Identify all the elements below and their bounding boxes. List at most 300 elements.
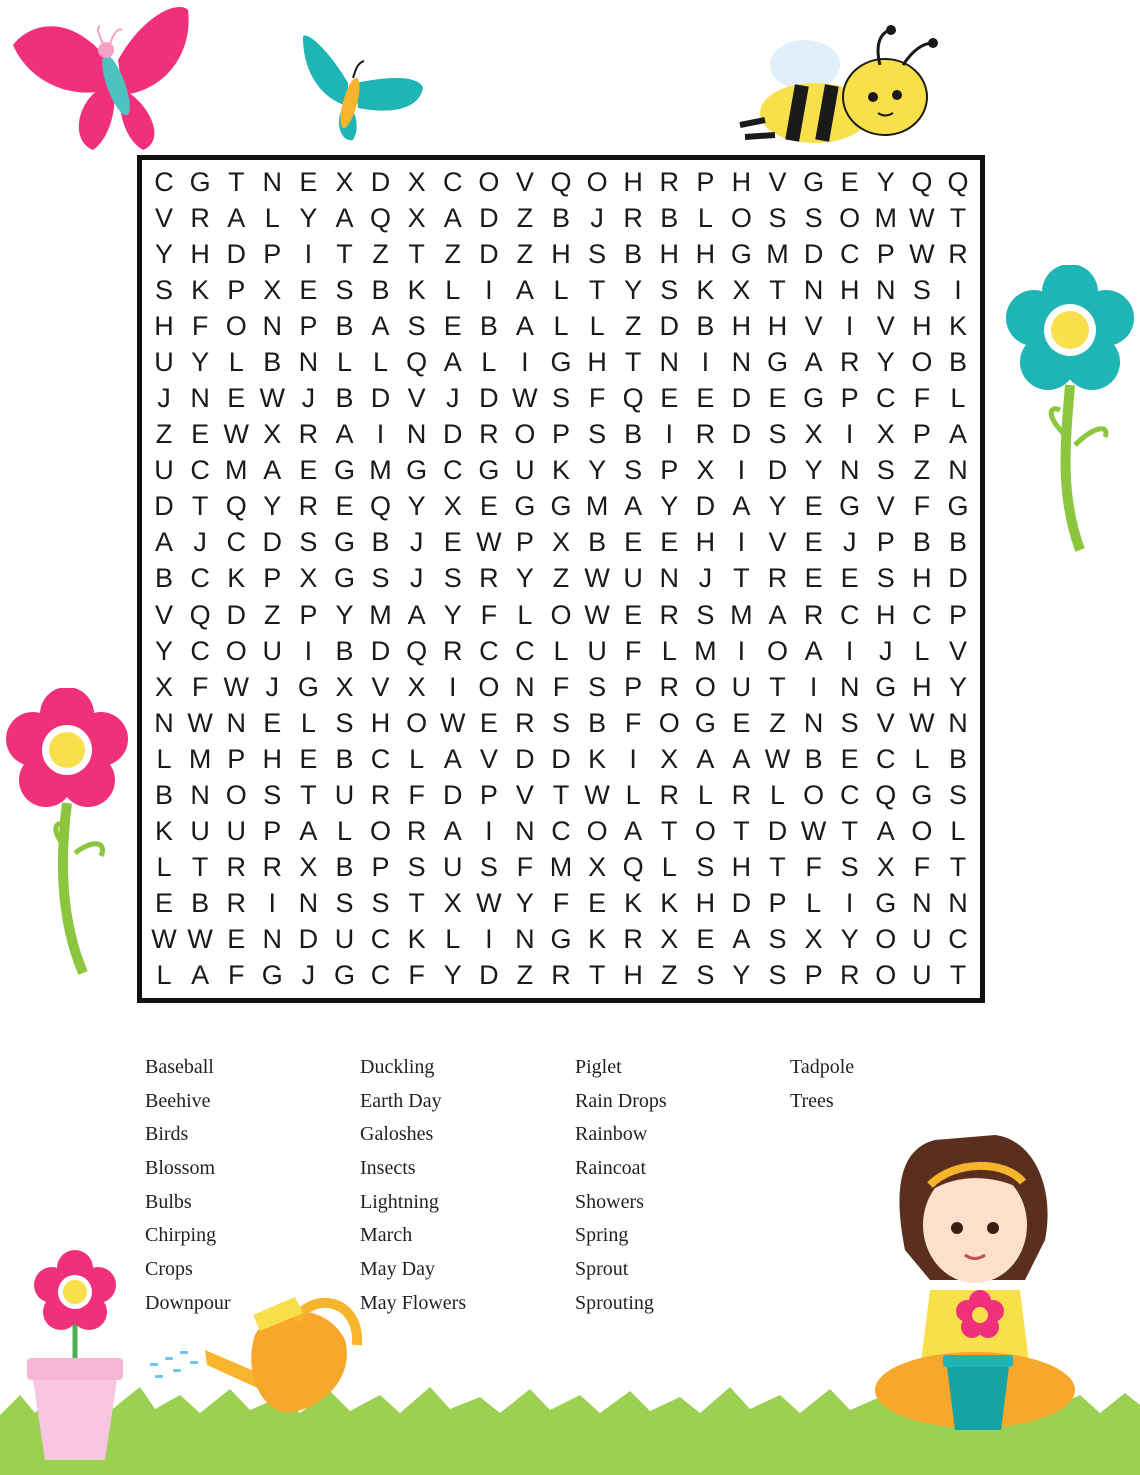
grid-cell[interactable]: D <box>442 780 463 811</box>
grid-cell[interactable]: D <box>479 960 499 991</box>
grid-cell[interactable]: E <box>299 274 318 305</box>
grid-cell[interactable]: O <box>911 816 933 847</box>
grid-cell[interactable]: I <box>845 888 854 919</box>
grid-cell[interactable]: E <box>840 166 859 197</box>
grid-cell[interactable]: X <box>660 743 679 774</box>
grid-cell[interactable]: H <box>190 238 210 269</box>
grid-cell[interactable]: S <box>263 780 282 811</box>
grid-cell[interactable]: W <box>584 599 610 630</box>
grid-cell[interactable]: A <box>515 274 534 305</box>
grid-cell[interactable]: E <box>479 491 498 522</box>
grid-cell[interactable]: L <box>445 924 461 955</box>
grid-cell[interactable]: R <box>226 888 246 919</box>
grid-cell[interactable]: F <box>480 599 498 630</box>
grid-cell[interactable]: X <box>443 491 462 522</box>
grid-cell[interactable]: B <box>588 707 607 738</box>
grid-cell[interactable]: V <box>515 166 534 197</box>
grid-cell[interactable]: V <box>876 491 895 522</box>
grid-cell[interactable]: G <box>947 491 969 522</box>
grid-cell[interactable]: W <box>223 419 249 450</box>
grid-cell[interactable]: P <box>515 527 534 558</box>
grid-cell[interactable]: T <box>588 960 606 991</box>
grid-cell[interactable]: X <box>732 274 751 305</box>
grid-cell[interactable]: T <box>408 238 425 269</box>
grid-cell[interactable]: G <box>189 166 211 197</box>
grid-cell[interactable]: C <box>370 743 391 774</box>
grid-cell[interactable]: X <box>443 888 462 919</box>
grid-cell[interactable]: S <box>696 960 715 991</box>
grid-cell[interactable]: S <box>443 563 462 594</box>
grid-cell[interactable]: J <box>590 202 604 233</box>
grid-cell[interactable]: T <box>949 202 967 233</box>
grid-cell[interactable]: P <box>227 274 246 305</box>
grid-cell[interactable]: U <box>334 924 355 955</box>
grid-cell[interactable]: L <box>950 816 966 847</box>
grid-cell[interactable]: K <box>948 310 967 341</box>
grid-cell[interactable]: U <box>587 635 607 666</box>
grid-cell[interactable]: D <box>370 635 391 666</box>
grid-cell[interactable]: R <box>226 852 246 883</box>
grid-cell[interactable]: Y <box>732 960 751 991</box>
grid-cell[interactable]: K <box>624 888 643 919</box>
grid-cell[interactable]: P <box>299 310 318 341</box>
grid-cell[interactable]: A <box>732 491 751 522</box>
grid-cell[interactable]: D <box>226 238 246 269</box>
grid-cell[interactable]: N <box>262 924 283 955</box>
grid-cell[interactable]: X <box>299 563 318 594</box>
grid-cell[interactable]: D <box>370 166 391 197</box>
grid-cell[interactable]: V <box>876 707 895 738</box>
grid-cell[interactable]: K <box>588 743 607 774</box>
grid-cell[interactable]: N <box>803 707 824 738</box>
grid-cell[interactable]: I <box>737 635 746 666</box>
grid-cell[interactable]: Y <box>155 635 174 666</box>
grid-cell[interactable]: P <box>263 238 282 269</box>
grid-cell[interactable]: S <box>588 419 607 450</box>
grid-cell[interactable]: A <box>335 419 354 450</box>
grid-cell[interactable]: Y <box>299 202 318 233</box>
grid-cell[interactable]: D <box>731 419 752 450</box>
grid-cell[interactable]: R <box>731 780 752 811</box>
grid-cell[interactable]: O <box>514 419 536 450</box>
grid-cell[interactable]: V <box>804 310 823 341</box>
grid-cell[interactable]: V <box>768 166 787 197</box>
grid-cell[interactable]: X <box>551 527 570 558</box>
grid-cell[interactable]: L <box>336 816 352 847</box>
grid-cell[interactable]: N <box>659 346 679 377</box>
grid-cell[interactable]: M <box>766 238 789 269</box>
grid-cell[interactable]: N <box>876 274 896 305</box>
grid-cell[interactable]: N <box>948 455 968 486</box>
grid-cell[interactable]: C <box>442 455 463 486</box>
grid-cell[interactable]: G <box>478 455 500 486</box>
grid-cell[interactable]: W <box>512 383 538 414</box>
grid-cell[interactable]: V <box>155 202 174 233</box>
grid-cell[interactable]: B <box>912 527 931 558</box>
grid-cell[interactable]: S <box>660 274 679 305</box>
grid-cell[interactable]: L <box>553 274 569 305</box>
grid-cell[interactable]: F <box>408 960 425 991</box>
grid-cell[interactable]: O <box>658 707 680 738</box>
grid-cell[interactable]: E <box>443 310 462 341</box>
grid-cell[interactable]: Y <box>660 491 679 522</box>
grid-cell[interactable]: S <box>371 563 390 594</box>
grid-cell[interactable]: G <box>730 238 752 269</box>
grid-cell[interactable]: R <box>551 960 571 991</box>
grid-cell[interactable]: T <box>733 563 750 594</box>
grid-cell[interactable]: S <box>299 527 318 558</box>
grid-cell[interactable]: A <box>768 599 787 630</box>
grid-cell[interactable]: D <box>695 491 716 522</box>
grid-cell[interactable]: I <box>485 816 493 847</box>
grid-cell[interactable]: S <box>479 852 498 883</box>
grid-cell[interactable]: R <box>659 780 679 811</box>
grid-cell[interactable]: D <box>226 599 246 630</box>
grid-cell[interactable]: O <box>875 960 897 991</box>
grid-cell[interactable]: M <box>730 599 753 630</box>
grid-cell[interactable]: B <box>948 527 967 558</box>
grid-cell[interactable]: B <box>551 202 570 233</box>
grid-cell[interactable]: I <box>304 635 313 666</box>
grid-cell[interactable]: A <box>335 202 354 233</box>
grid-cell[interactable]: W <box>909 202 935 233</box>
grid-cell[interactable]: H <box>767 310 788 341</box>
grid-cell[interactable]: U <box>912 960 932 991</box>
grid-cell[interactable]: B <box>948 743 967 774</box>
grid-cell[interactable]: H <box>912 563 932 594</box>
grid-cell[interactable]: M <box>694 635 717 666</box>
grid-cell[interactable]: B <box>335 383 354 414</box>
grid-cell[interactable]: H <box>154 310 174 341</box>
grid-cell[interactable]: J <box>445 383 460 414</box>
grid-cell[interactable]: X <box>407 671 426 702</box>
grid-cell[interactable]: L <box>481 346 497 377</box>
grid-cell[interactable]: E <box>155 888 174 919</box>
grid-cell[interactable]: Z <box>264 599 281 630</box>
grid-cell[interactable]: C <box>442 166 463 197</box>
grid-cell[interactable]: S <box>696 599 715 630</box>
grid-cell[interactable]: G <box>333 455 355 486</box>
grid-cell[interactable]: E <box>768 383 787 414</box>
grid-cell[interactable]: C <box>190 563 210 594</box>
grid-cell[interactable]: K <box>407 274 426 305</box>
grid-cell[interactable]: Y <box>768 491 787 522</box>
grid-cell[interactable]: S <box>155 274 174 305</box>
grid-cell[interactable]: Y <box>443 960 462 991</box>
grid-cell[interactable]: D <box>767 816 788 847</box>
grid-cell[interactable]: S <box>876 563 895 594</box>
grid-cell[interactable]: B <box>948 346 967 377</box>
grid-cell[interactable]: L <box>156 743 172 774</box>
grid-cell[interactable]: G <box>333 527 355 558</box>
grid-cell[interactable]: Y <box>443 599 462 630</box>
grid-cell[interactable]: G <box>803 383 825 414</box>
grid-cell[interactable]: A <box>407 599 426 630</box>
grid-cell[interactable]: T <box>949 852 967 883</box>
grid-cell[interactable]: E <box>479 707 498 738</box>
grid-cell[interactable]: R <box>623 202 643 233</box>
grid-cell[interactable]: L <box>914 743 930 774</box>
grid-cell[interactable]: L <box>373 346 389 377</box>
grid-cell[interactable]: K <box>155 816 174 847</box>
grid-cell[interactable]: T <box>769 852 786 883</box>
grid-cell[interactable]: B <box>155 563 174 594</box>
grid-cell[interactable]: H <box>587 346 607 377</box>
grid-cell[interactable]: X <box>155 671 174 702</box>
grid-cell[interactable]: P <box>479 780 498 811</box>
grid-cell[interactable]: D <box>731 888 752 919</box>
grid-cell[interactable]: E <box>660 527 679 558</box>
grid-cell[interactable]: L <box>697 780 713 811</box>
grid-cell[interactable]: A <box>624 491 643 522</box>
grid-cell[interactable]: X <box>263 274 282 305</box>
grid-cell[interactable]: T <box>191 491 209 522</box>
grid-cell[interactable]: L <box>625 780 641 811</box>
grid-cell[interactable]: S <box>876 455 895 486</box>
grid-cell[interactable]: N <box>839 455 860 486</box>
grid-cell[interactable]: I <box>954 274 962 305</box>
grid-cell[interactable]: O <box>730 202 752 233</box>
grid-cell[interactable]: C <box>839 780 860 811</box>
grid-cell[interactable]: G <box>514 491 536 522</box>
grid-cell[interactable]: D <box>442 419 463 450</box>
grid-cell[interactable]: L <box>156 960 172 991</box>
grid-cell[interactable]: A <box>948 419 967 450</box>
grid-cell[interactable]: I <box>629 743 637 774</box>
grid-cell[interactable]: F <box>227 960 245 991</box>
grid-cell[interactable]: C <box>190 455 210 486</box>
grid-cell[interactable]: F <box>913 491 931 522</box>
grid-cell[interactable]: A <box>443 816 462 847</box>
grid-cell[interactable]: D <box>479 238 499 269</box>
grid-cell[interactable]: L <box>336 346 352 377</box>
grid-cell[interactable]: F <box>191 310 209 341</box>
grid-cell[interactable]: N <box>262 166 283 197</box>
grid-cell[interactable]: G <box>767 346 789 377</box>
grid-cell[interactable]: R <box>479 419 499 450</box>
grid-cell[interactable]: W <box>764 743 791 774</box>
grid-cell[interactable]: Z <box>516 238 534 269</box>
grid-cell[interactable]: T <box>841 816 858 847</box>
grid-cell[interactable]: P <box>551 419 570 450</box>
grid-cell[interactable]: B <box>588 527 607 558</box>
grid-cell[interactable]: T <box>408 888 425 919</box>
grid-cell[interactable]: I <box>485 274 493 305</box>
grid-cell[interactable]: D <box>262 527 283 558</box>
grid-cell[interactable]: T <box>191 852 209 883</box>
grid-cell[interactable]: E <box>804 563 823 594</box>
grid-cell[interactable]: Y <box>155 238 174 269</box>
grid-cell[interactable]: I <box>376 419 385 450</box>
grid-cell[interactable]: Q <box>406 635 428 666</box>
grid-cell[interactable]: G <box>875 888 897 919</box>
grid-cell[interactable]: E <box>299 166 318 197</box>
grid-cell[interactable]: B <box>804 743 823 774</box>
grid-cell[interactable]: E <box>588 888 607 919</box>
grid-cell[interactable]: L <box>228 346 244 377</box>
grid-cell[interactable]: A <box>624 816 643 847</box>
grid-cell[interactable]: T <box>949 960 967 991</box>
grid-cell[interactable]: Z <box>624 310 642 341</box>
grid-cell[interactable]: J <box>409 527 424 558</box>
grid-cell[interactable]: O <box>406 707 428 738</box>
grid-cell[interactable]: I <box>521 346 529 377</box>
grid-cell[interactable]: J <box>265 671 280 702</box>
grid-cell[interactable]: O <box>586 816 608 847</box>
grid-cell[interactable]: Y <box>876 346 895 377</box>
grid-cell[interactable]: P <box>912 419 931 450</box>
grid-cell[interactable]: R <box>695 419 716 450</box>
grid-cell[interactable]: C <box>876 743 896 774</box>
grid-cell[interactable]: E <box>804 527 823 558</box>
grid-cell[interactable]: P <box>696 166 715 197</box>
grid-cell[interactable]: Y <box>335 599 354 630</box>
grid-cell[interactable]: C <box>876 383 896 414</box>
grid-cell[interactable]: B <box>624 419 643 450</box>
grid-cell[interactable]: U <box>623 563 643 594</box>
grid-cell[interactable]: W <box>187 707 213 738</box>
grid-cell[interactable]: Q <box>406 346 428 377</box>
grid-cell[interactable]: I <box>845 635 854 666</box>
grid-cell[interactable]: R <box>479 563 499 594</box>
grid-cell[interactable]: P <box>840 383 859 414</box>
grid-cell[interactable]: Y <box>588 455 607 486</box>
grid-cell[interactable]: P <box>624 671 643 702</box>
grid-cell[interactable]: G <box>297 671 319 702</box>
grid-cell[interactable]: N <box>262 310 283 341</box>
grid-cell[interactable]: W <box>476 527 502 558</box>
grid-cell[interactable]: H <box>912 310 932 341</box>
grid-cell[interactable]: N <box>839 671 860 702</box>
grid-cell[interactable]: S <box>840 852 859 883</box>
grid-cell[interactable]: W <box>909 238 935 269</box>
grid-cell[interactable]: O <box>694 671 716 702</box>
grid-cell[interactable]: A <box>263 455 282 486</box>
grid-cell[interactable]: B <box>660 202 679 233</box>
grid-cell[interactable]: F <box>552 888 570 919</box>
grid-cell[interactable]: N <box>515 816 535 847</box>
grid-cell[interactable]: S <box>768 202 787 233</box>
grid-cell[interactable]: S <box>335 274 354 305</box>
grid-cell[interactable]: J <box>409 563 424 594</box>
grid-cell[interactable]: T <box>769 274 786 305</box>
grid-cell[interactable]: L <box>661 635 677 666</box>
grid-cell[interactable]: G <box>911 780 933 811</box>
grid-cell[interactable]: U <box>442 852 463 883</box>
grid-cell[interactable]: Y <box>804 455 823 486</box>
grid-cell[interactable]: E <box>696 924 715 955</box>
grid-cell[interactable]: U <box>515 455 535 486</box>
grid-cell[interactable]: V <box>768 527 787 558</box>
grid-cell[interactable]: E <box>263 707 282 738</box>
grid-cell[interactable]: E <box>443 527 462 558</box>
grid-cell[interactable]: A <box>155 527 174 558</box>
grid-cell[interactable]: A <box>804 346 823 377</box>
grid-cell[interactable]: H <box>695 888 716 919</box>
grid-cell[interactable]: X <box>407 166 426 197</box>
grid-cell[interactable]: S <box>407 852 426 883</box>
grid-cell[interactable]: C <box>370 960 391 991</box>
grid-cell[interactable]: C <box>190 635 210 666</box>
grid-cell[interactable]: D <box>551 743 571 774</box>
grid-cell[interactable]: S <box>840 707 859 738</box>
grid-cell[interactable]: T <box>733 816 750 847</box>
grid-cell[interactable]: A <box>443 743 462 774</box>
grid-cell[interactable]: B <box>335 743 354 774</box>
grid-cell[interactable]: G <box>550 346 572 377</box>
grid-cell[interactable]: S <box>804 202 823 233</box>
grid-cell[interactable]: H <box>623 166 643 197</box>
grid-cell[interactable]: L <box>156 852 172 883</box>
grid-cell[interactable]: H <box>876 599 896 630</box>
grid-cell[interactable]: F <box>408 780 425 811</box>
grid-cell[interactable]: A <box>299 816 318 847</box>
grid-cell[interactable]: D <box>731 383 752 414</box>
grid-cell[interactable]: C <box>839 599 860 630</box>
grid-cell[interactable]: H <box>839 274 860 305</box>
grid-cell[interactable]: Z <box>552 563 570 594</box>
grid-cell[interactable]: C <box>839 238 860 269</box>
grid-cell[interactable]: M <box>224 455 248 486</box>
grid-cell[interactable]: D <box>803 238 824 269</box>
grid-cell[interactable]: O <box>803 780 825 811</box>
grid-cell[interactable]: O <box>478 166 500 197</box>
grid-cell[interactable]: Z <box>661 960 678 991</box>
grid-cell[interactable]: G <box>875 671 897 702</box>
grid-cell[interactable]: U <box>262 635 283 666</box>
grid-cell[interactable]: L <box>950 383 966 414</box>
grid-cell[interactable]: C <box>912 599 932 630</box>
grid-cell[interactable]: P <box>660 455 679 486</box>
grid-cell[interactable]: L <box>661 852 677 883</box>
grid-cell[interactable]: H <box>695 527 716 558</box>
grid-cell[interactable]: T <box>624 346 642 377</box>
grid-cell[interactable]: W <box>151 924 177 955</box>
grid-cell[interactable]: J <box>157 383 171 414</box>
grid-cell[interactable]: C <box>515 635 535 666</box>
grid-cell[interactable]: N <box>948 707 968 738</box>
grid-cell[interactable]: N <box>912 888 932 919</box>
grid-cell[interactable]: S <box>588 671 607 702</box>
grid-cell[interactable]: B <box>155 780 174 811</box>
grid-cell[interactable]: I <box>268 888 277 919</box>
grid-cell[interactable]: W <box>584 780 610 811</box>
grid-cell[interactable]: H <box>551 238 571 269</box>
grid-cell[interactable]: K <box>588 924 607 955</box>
grid-cell[interactable]: I <box>304 238 313 269</box>
grid-cell[interactable]: X <box>335 166 354 197</box>
grid-cell[interactable]: R <box>839 346 860 377</box>
grid-cell[interactable]: B <box>371 527 390 558</box>
grid-cell[interactable]: Z <box>155 419 173 450</box>
grid-cell[interactable]: I <box>845 310 854 341</box>
grid-cell[interactable]: W <box>476 888 502 919</box>
grid-cell[interactable]: K <box>660 888 679 919</box>
grid-cell[interactable]: S <box>551 383 570 414</box>
grid-cell[interactable]: G <box>333 563 355 594</box>
grid-cell[interactable]: V <box>515 780 534 811</box>
grid-cell[interactable]: O <box>839 202 861 233</box>
grid-cell[interactable]: B <box>696 310 715 341</box>
grid-cell[interactable]: W <box>187 924 213 955</box>
grid-cell[interactable]: K <box>227 563 246 594</box>
grid-cell[interactable]: D <box>479 383 499 414</box>
grid-cell[interactable]: V <box>371 671 390 702</box>
grid-cell[interactable]: O <box>478 671 500 702</box>
grid-cell[interactable]: C <box>948 924 968 955</box>
grid-cell[interactable]: S <box>551 707 570 738</box>
grid-cell[interactable]: S <box>335 707 354 738</box>
